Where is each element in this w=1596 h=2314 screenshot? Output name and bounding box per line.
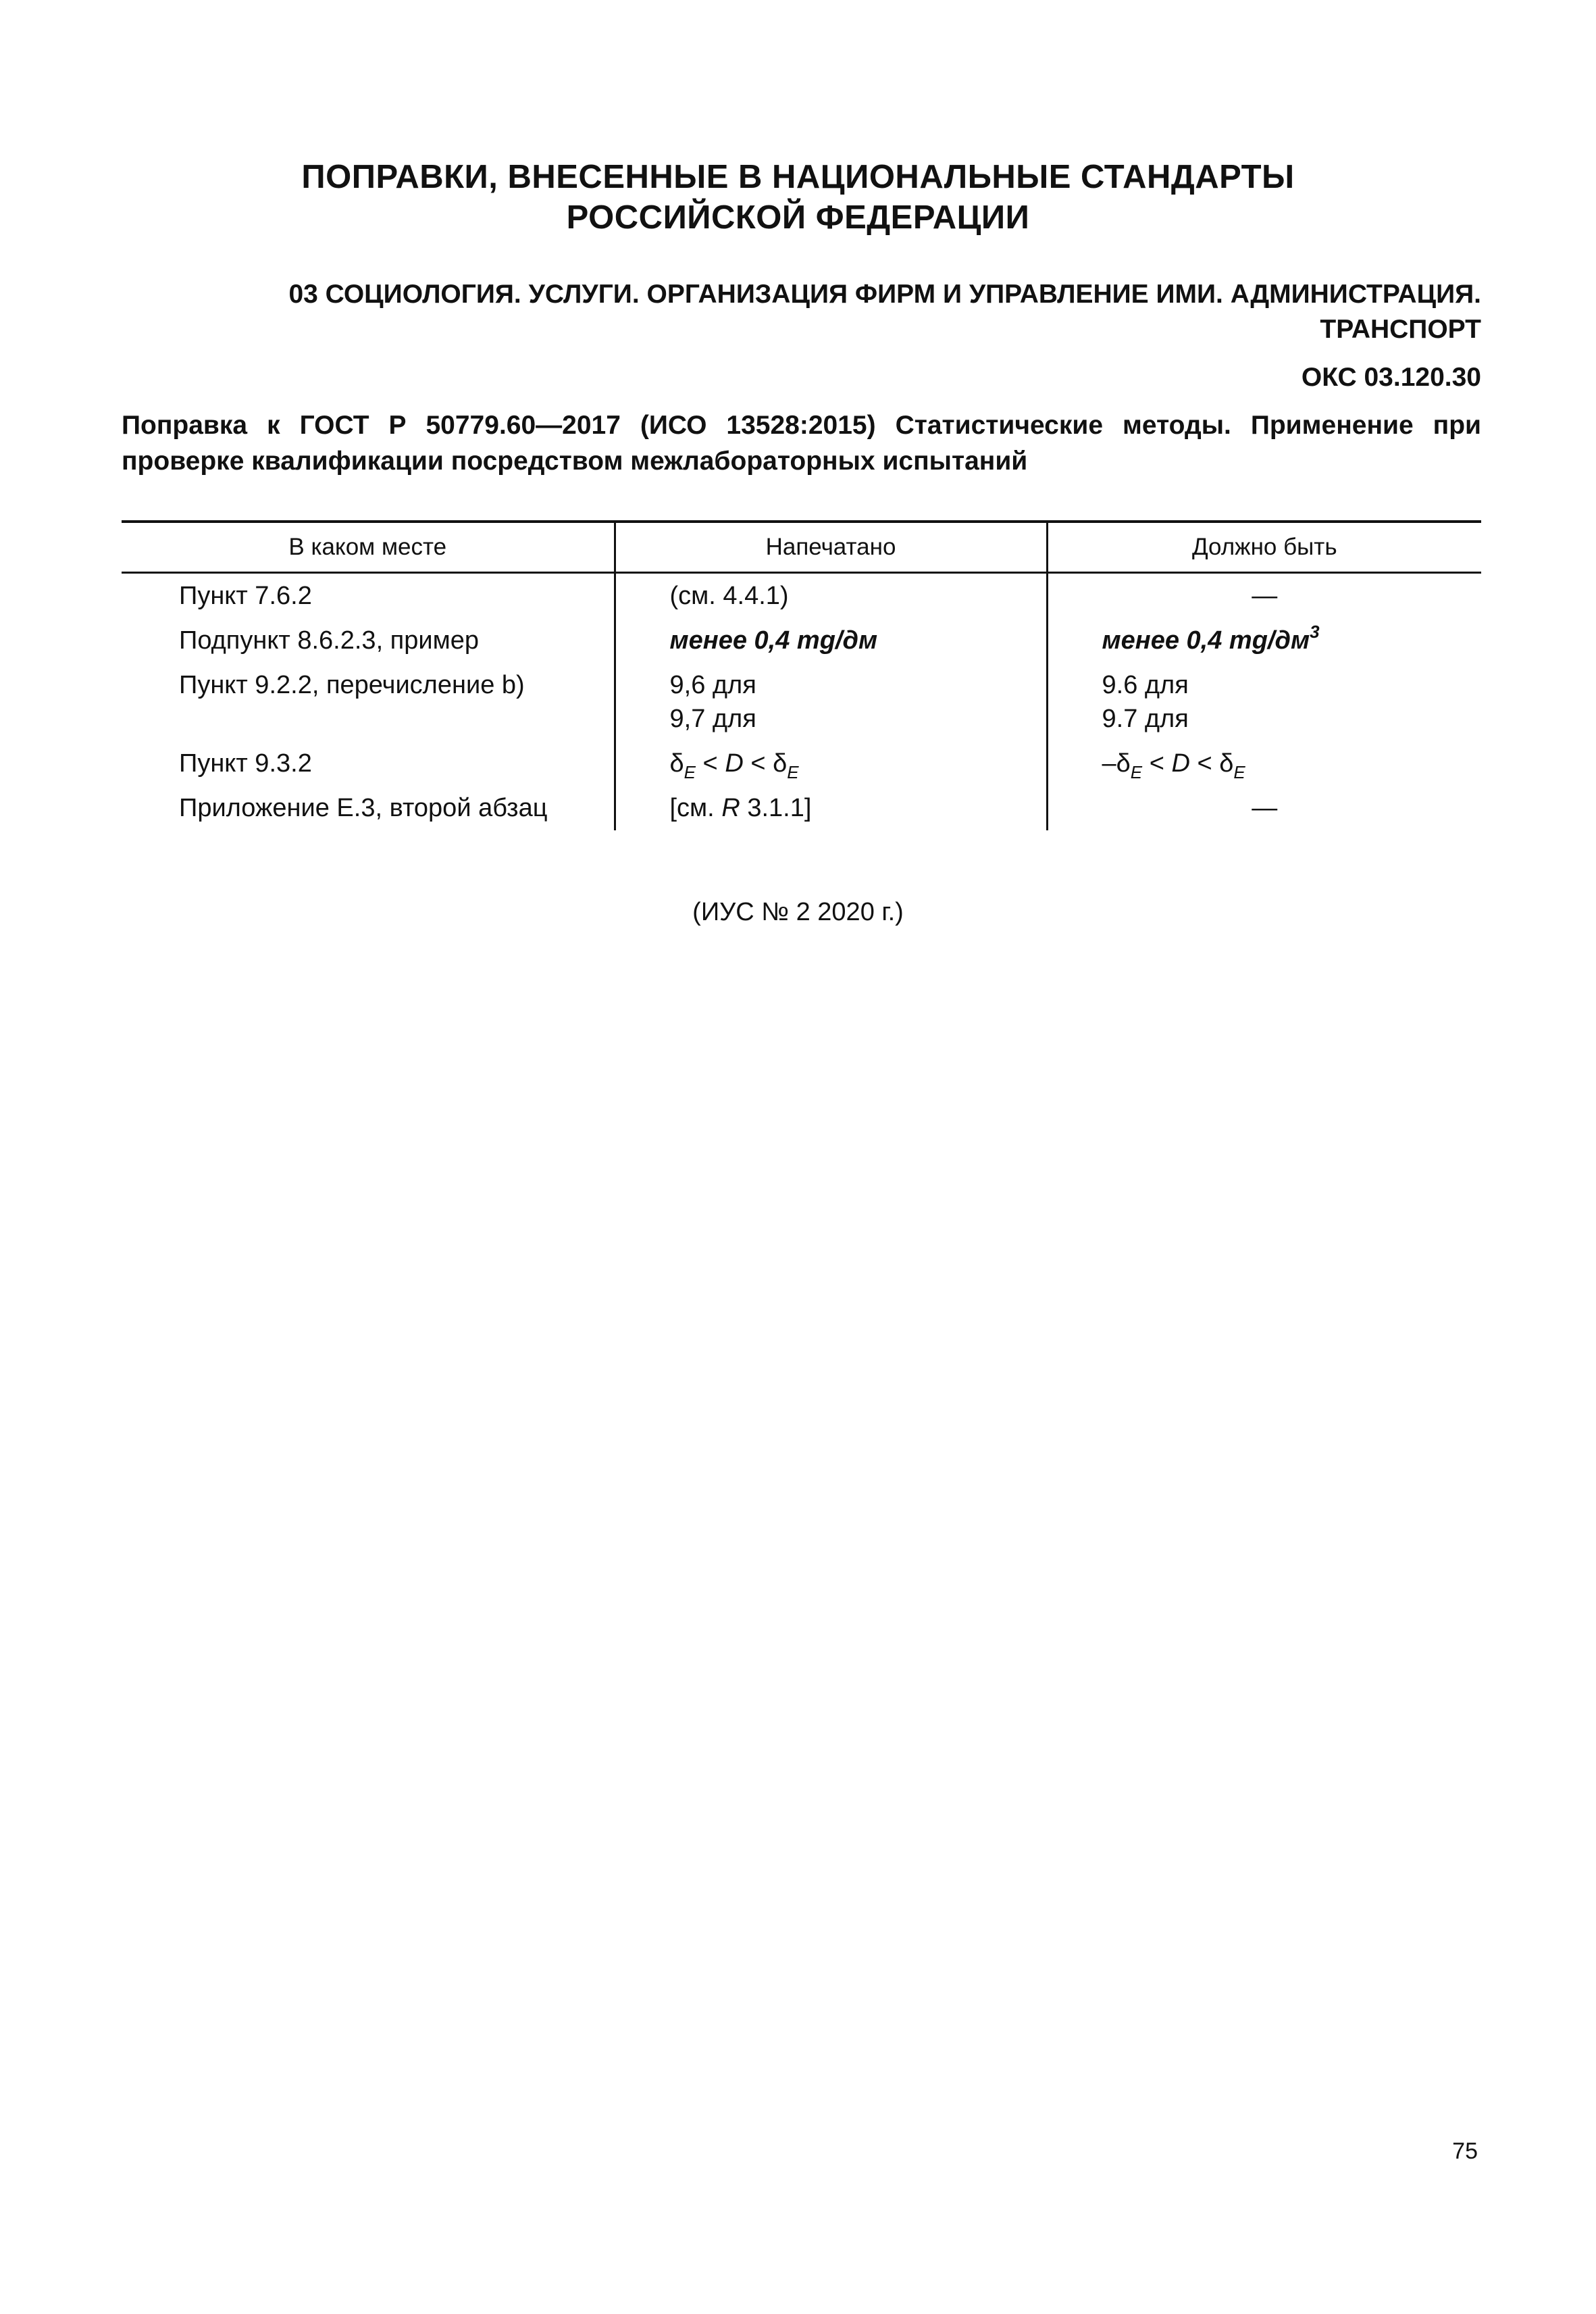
formula-sub: E xyxy=(1130,762,1143,782)
header-should-be: Должно быть xyxy=(1047,522,1481,573)
amendment-title: Поправка к ГОСТ Р 50779.60—2017 (ИСО 13528:2015) Статистические методы. Применение при проверке квалификации посредством межлабораторных испытаний xyxy=(122,411,1481,476)
table-row xyxy=(122,618,1481,663)
document-title xyxy=(122,157,1474,238)
printed-line-2: 9,7 для xyxy=(669,705,756,733)
formula-lt-delta: < δ xyxy=(743,749,788,778)
header-place: В каком месте xyxy=(122,522,615,573)
cell-place: Пункт 7.6.2 xyxy=(179,582,312,610)
table-row xyxy=(122,741,1481,786)
oks-code: ОКС 03.120.30 xyxy=(1301,363,1481,392)
formula-neg-delta: –δ xyxy=(1102,749,1131,778)
cell-place: Пункт 9.3.2 xyxy=(179,749,312,778)
cell-should-be: — xyxy=(1047,786,1481,830)
cell-printed: (см. 4.4.1) xyxy=(615,573,1047,619)
header-printed: Напечатано xyxy=(615,522,1047,573)
cell-printed xyxy=(615,663,1047,741)
formula-lt-delta: < δ xyxy=(1189,749,1234,778)
title-line-1: ПОПРАВКИ, ВНЕСЕННЫЕ В НАЦИОНАЛЬНЫЕ СТАНДАРТЫ xyxy=(301,159,1295,195)
formula-var: D xyxy=(725,749,744,778)
should-be-line-2: 9.7 для xyxy=(1102,705,1189,733)
ref-suffix: 3.1.1] xyxy=(740,794,812,822)
cell-printed: менее 0,4 mg/дм xyxy=(615,618,1047,663)
ref-prefix: [см. xyxy=(669,794,722,822)
page-number: 75 xyxy=(1452,2138,1478,2164)
formula-lt: < xyxy=(696,749,725,778)
formula-delta: δ xyxy=(669,749,684,778)
source-reference: (ИУС № 2 2020 г.) xyxy=(692,898,904,926)
table-row xyxy=(122,573,1481,619)
cell-should-be xyxy=(1047,741,1481,786)
table-row xyxy=(122,663,1481,741)
formula-sub: E xyxy=(1233,762,1245,782)
formula-lt: < xyxy=(1142,749,1172,778)
cell-place: Подпункт 8.6.2.3, пример xyxy=(179,626,480,655)
formula-var: D xyxy=(1171,749,1190,778)
formula-sub: E xyxy=(684,762,696,782)
ref-var: R xyxy=(721,794,740,822)
section-heading xyxy=(196,277,1481,347)
cell-place: Пункт 9.2.2, перечисление b) xyxy=(179,671,525,699)
section-heading-line-1: 03 СОЦИОЛОГИЯ. УСЛУГИ. ОРГАНИЗАЦИЯ ФИРМ И УПРАВЛЕНИЕ ИМИ. АДМИНИСТРАЦИЯ. xyxy=(288,280,1481,309)
table-row xyxy=(122,786,1481,830)
corrections-table xyxy=(122,520,1481,830)
formula-sub: E xyxy=(787,762,799,782)
title-line-2: РОССИЙСКОЙ ФЕДЕРАЦИИ xyxy=(566,199,1030,236)
section-heading-line-2: ТРАНСПОРТ xyxy=(1320,315,1481,344)
cell-printed xyxy=(615,741,1047,786)
should-be-text: менее 0,4 mg/дм xyxy=(1102,626,1310,655)
cell-printed xyxy=(615,786,1047,830)
cell-should-be xyxy=(1047,663,1481,741)
table-header-row xyxy=(122,522,1481,573)
cell-should-be: — xyxy=(1047,573,1481,619)
cell-place: Приложение Е.3, второй абзац xyxy=(179,794,548,822)
superscript-3: 3 xyxy=(1310,622,1320,642)
should-be-line-1: 9.6 для xyxy=(1102,671,1189,699)
cell-should-be xyxy=(1047,618,1481,663)
corrections-table-wrap xyxy=(122,520,1481,830)
printed-line-1: 9,6 для xyxy=(669,671,756,699)
